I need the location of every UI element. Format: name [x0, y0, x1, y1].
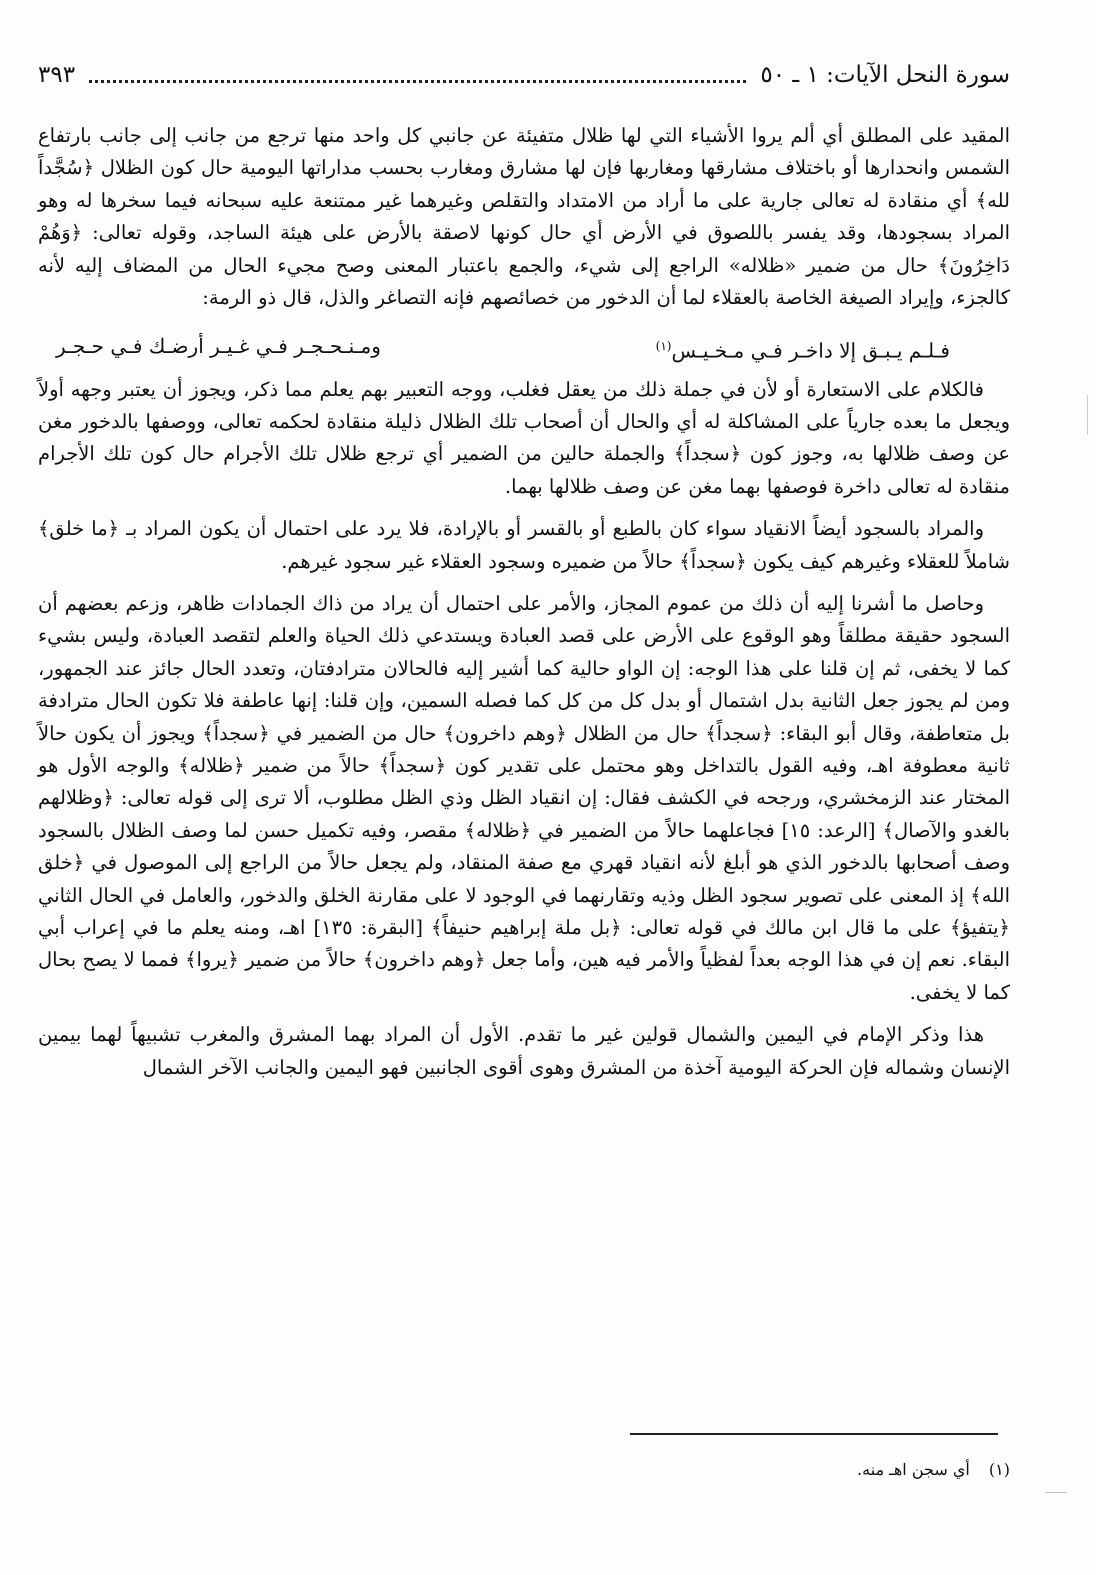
paragraph-1: المقيد على المطلق أي ألم يروا الأشياء التي لها ظلال متفيئة عن جانبي كل واحد منها ترجع من جانب إلى جانب بارتفاع الشمس وانحدارها أو باختلاف مشارقها ومغاربها فإن لها مشارق ومغارب بحسب مداراتها اليومية حال كون الظلال ﴿سُجَّداً لله﴾ أي منقادة له تعالى جارية على ما أراد من الامتداد والتقلص وغيرهما غير ممتنعة عليه سبحانه فيما سخرها له وهو المراد بسجودها، وقد يفسر باللصوق في الأرض أي حال كونها لاصقة بالأرض على هيئة الساجد، وقوله تعالى: ﴿وَهُمْ دَاخِرُونَ﴾ حال من ضمير «ظلاله» الراجع إلى شيء، والجمع باعتبار المعنى وصح مجيء الحال من المضاف إليه لأنه كالجزء، وإيراد الصيغة الخاصة بالعقلاء لما أن الدخور من خصائصهم فإنه التصاغر والذل، قال ذو الرمة:	[38, 124, 1010, 310]
verse-second-hemistich: ومـنـحـجـر فـي غـيـر أرضـك فـي حـجـر	[56, 334, 381, 359]
footnote	[857, 1460, 1010, 1479]
paragraph-5: هذا وذكر الإمام في اليمين والشمال قولين غير ما تقدم. الأول أن المراد بهما المشرق والمغرب تشبيهاً لهما بيمين الإنسان وشماله فإن الحركة اليومية آخذة من المشرق وهوى أقوى الجانبين فهو اليمين والجانب الآخر الشمال	[38, 1023, 1010, 1079]
verse-first-hemistich: فـلـم يـبـق إلا داخـر فـي مـخـيـس$^{(١)}$	[655, 339, 950, 364]
footnote-text: أي سجن اهـ منه.	[857, 1460, 970, 1479]
footnote-marker[interactable]: (١)	[655, 339, 672, 354]
page-number: ٣٩٣	[38, 62, 76, 88]
scan-edge-mark	[1081, 395, 1088, 435]
paragraph-3: والمراد بالسجود أيضاً الانقياد سواء كان بالطبع أو بالقسر أو بالإرادة، فلا يرد على احتمال أن يكون المراد بـ ﴿ما خلق﴾ شاملاً للعقلاء وغيرهم كيف يكون ﴿سجداً﴾ حالاً من ضميره وسجود العقلاء غير سجود غيرهم.	[38, 517, 1010, 573]
poetry-verse	[56, 330, 950, 367]
paragraph-2: فالكلام على الاستعارة أو لأن في جملة ذلك من يعقل فغلب، ووجه التعبير بهم يعلم مما ذكر، ويجوز أن يعتبر وجهه أولاً ويجعل ما بعده جارياً على المشاكلة له أي والحال أن أصحاب تلك الظلال ذليلة منقادة لحكمه تعالى، ووصفها بالدخور مغن عن وصف ظلالها به، وجوز كون ﴿سجداً﴾ والجملة حالين من الضمير أي ترجع ظلال تلك الأجرام حال كون تلك الأجرام منقادة له تعالى داخرة فوصفها بهما مغن عن وصف ظلالها بهما.	[38, 377, 1010, 498]
header-dot-leader	[89, 80, 746, 83]
page-body	[38, 120, 1010, 1084]
footnote-separator	[630, 1433, 998, 1435]
running-header	[38, 57, 1010, 93]
scan-edge-mark	[1046, 1492, 1066, 1493]
paragraph-4: وحاصل ما أشرنا إليه أن ذلك من عموم المجاز، والأمر على احتمال أن يراد من ذاك الجمادات ظاهر، وزعم بعضهم أن السجود حقيقة مطلقاً وهو الوقوع على الأرض على قصد العبادة ويستدعي ذلك الحياة والعلم لتقصد العبادة، وليس بشيء كما لا يخفى، ثم إن قلنا على هذا الوجه: إن الواو حالية كما أشير إليه فالحالان مترادفتان، وتعدد الحال جائز عند الجمهور، ومن لم يجوز جعل الثانية بدل اشتمال أو بدل كل من كل كما فصله السمين، وإن قلنا: إنها عاطفة فلا تكون الحال مترادفة بل متعاطفة، وقال أبو البقاء: ﴿سجداً﴾ حال من الظلال ﴿وهم داخرون﴾ حال من الضمير في ﴿سجداً﴾ ويجوز أن يكون حالاً ثانية معطوفة اهـ، وفيه القول بالتداخل وهو محتمل على تقدير كون ﴿سجداً﴾ حالاً من ضمير ﴿ظلاله﴾ والوجه الأول هو المختار عند الزمخشري، ورجحه في الكشف فقال: إن انقياد الظل وذي الظل مطلوب، ألا ترى إلى قوله تعالى: ﴿وظلالهم بالغدو والآصال﴾ [الرعد: ١٥] فجاعلهما حالاً من الضمير في ﴿ظلاله﴾ مقصر، وفيه تكميل حسن لما وصف الظلال بالسجود وصف أصحابها بالدخور الذي هو أبلغ لأنه انقياد قهري مع صفة المنقاد، ولم يجعل حالاً من الراجع إلى الموصول في ﴿خلق الله﴾ إذ المعنى على تصوير سجود الظل وذيه وتقارنهما في الوجود لا على مقارنة الخلق والدخور، والعامل في الحال الثاني ﴿يتفيؤ﴾ على ما قال ابن مالك في قوله تعالى: ﴿بل ملة إبراهيم حنيفاً﴾ [البقرة: ١٣٥] اهـ، ومنه يعلم ما في إعراب أبي البقاء. نعم إن في هذا الوجه بعداً لفظياً والأمر فيه هين، وأما جعل ﴿وهم داخرون﴾ حالاً من ضمير ﴿يروا﴾ فمما لا يصح بحال كما لا يخفى.	[38, 591, 1010, 1004]
surah-title: سورة النحل الآيات: ١ ـ ٥٠	[760, 62, 1010, 88]
footnote-number: (١)	[988, 1460, 1010, 1479]
